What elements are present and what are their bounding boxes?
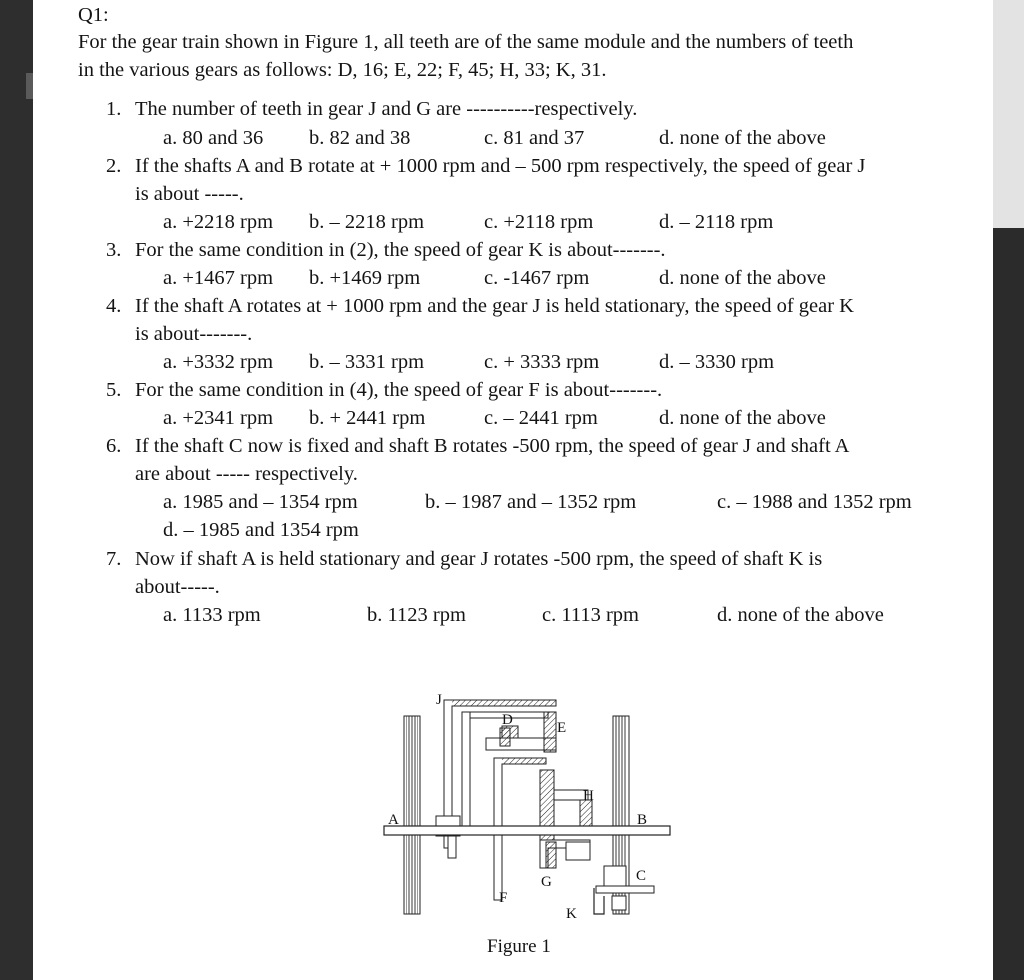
question-2-number: 2.: [106, 155, 122, 177]
q7-option-c: c. 1113 rpm: [542, 604, 639, 626]
q5-option-a: a. +2341 rpm: [163, 407, 274, 429]
q5-option-d: d. none of the above: [659, 407, 826, 429]
figure-caption: Figure 1: [487, 936, 551, 957]
q4-option-a: a. +3332 rpm: [163, 351, 274, 373]
question-5-number: 5.: [106, 379, 122, 401]
label-f: F: [499, 890, 508, 906]
question-3-number: 3.: [106, 239, 122, 261]
q6-option-c: c. – 1988 and 1352 rpm: [717, 491, 912, 513]
question-6-text-line-2: are about ----- respectively.: [135, 463, 358, 485]
scrollbar-thumb[interactable]: [993, 0, 1024, 228]
q1-option-b: b. 82 and 38: [309, 127, 411, 149]
question-4-number: 4.: [106, 295, 122, 317]
q5-option-b: b. + 2441 rpm: [309, 407, 426, 429]
label-e: E: [557, 720, 567, 736]
gear-train-figure: [370, 685, 690, 930]
q6-option-d: d. – 1985 and 1354 rpm: [163, 519, 359, 541]
question-6-text-line-1: If the shaft C now is fixed and shaft B rotates -500 rpm, the speed of gear J and shaft A: [135, 435, 850, 457]
left-window-edge: [0, 0, 33, 980]
gear-g: [540, 840, 590, 868]
label-k: K: [566, 906, 577, 922]
label-a: A: [388, 812, 399, 828]
q7-option-d: d. none of the above: [717, 604, 884, 626]
intro-line-2: in the various gears as follows: D, 16; E, 22; F, 45; H, 33; K, 31.: [78, 59, 607, 81]
gear-e: [544, 712, 556, 752]
q2-option-b: b. – 2218 rpm: [309, 211, 425, 233]
q1-option-d: d. none of the above: [659, 127, 826, 149]
intro-line-1: For the gear train shown in Figure 1, all teeth are of the same module and the numbers of teeth: [78, 31, 854, 53]
q5-option-c: c. – 2441 rpm: [484, 407, 598, 429]
q4-option-d: d. – 3330 rpm: [659, 351, 775, 373]
q4-option-b: b. – 3331 rpm: [309, 351, 425, 373]
q6-option-b: b. – 1987 and – 1352 rpm: [425, 491, 637, 513]
q1-option-c: c. 81 and 37: [484, 127, 585, 149]
question-3-text: For the same condition in (2), the speed of gear K is about-------.: [135, 239, 666, 261]
q3-option-a: a. +1467 rpm: [163, 267, 274, 289]
frame-wall-left: [404, 716, 420, 914]
q4-option-c: c. + 3333 rpm: [484, 351, 600, 373]
question-2-text-line-2: is about -----.: [135, 183, 244, 205]
question-4-text-line-2: is about-------.: [135, 323, 253, 345]
label-h: H: [583, 788, 594, 804]
question-4-text-line-1: If the shaft A rotates at + 1000 rpm and the gear J is held stationary, the speed of gear K: [135, 295, 854, 317]
q2-option-c: c. +2118 rpm: [484, 211, 594, 233]
q3-option-d: d. none of the above: [659, 267, 826, 289]
label-j: J: [436, 692, 442, 708]
q7-option-a: a. 1133 rpm: [163, 604, 261, 626]
label-g: G: [541, 874, 552, 890]
q1-option-a: a. 80 and 36: [163, 127, 264, 149]
q3-option-b: b. +1469 rpm: [309, 267, 421, 289]
q6-option-a: a. 1985 and – 1354 rpm: [163, 491, 358, 513]
question-1-text: The number of teeth in gear J and G are ----------respectively.: [135, 98, 638, 120]
q2-option-d: d. – 2118 rpm: [659, 211, 774, 233]
q2-option-a: a. +2218 rpm: [163, 211, 274, 233]
q7-option-b: b. 1123 rpm: [367, 604, 466, 626]
label-b: B: [637, 812, 648, 828]
question-label: Q1:: [78, 4, 109, 26]
label-c: C: [636, 868, 647, 884]
question-2-text-line-1: If the shafts A and B rotate at + 1000 rpm and – 500 rpm respectively, the speed of gear J: [135, 155, 866, 177]
question-6-number: 6.: [106, 435, 122, 457]
scrollbar-track[interactable]: [993, 0, 1024, 980]
main-shaft: [384, 826, 670, 835]
question-5-text: For the same condition in (4), the speed of gear F is about-------.: [135, 379, 663, 401]
question-1-number: 1.: [106, 98, 122, 120]
question-7-text-line-2: about-----.: [135, 576, 220, 598]
question-7-text-line-1: Now if shaft A is held stationary and gear J rotates -500 rpm, the speed of shaft K is: [135, 548, 823, 570]
left-edge-marker: [26, 73, 33, 99]
question-7-number: 7.: [106, 548, 122, 570]
q3-option-c: c. -1467 rpm: [484, 267, 590, 289]
label-d: D: [502, 712, 513, 728]
